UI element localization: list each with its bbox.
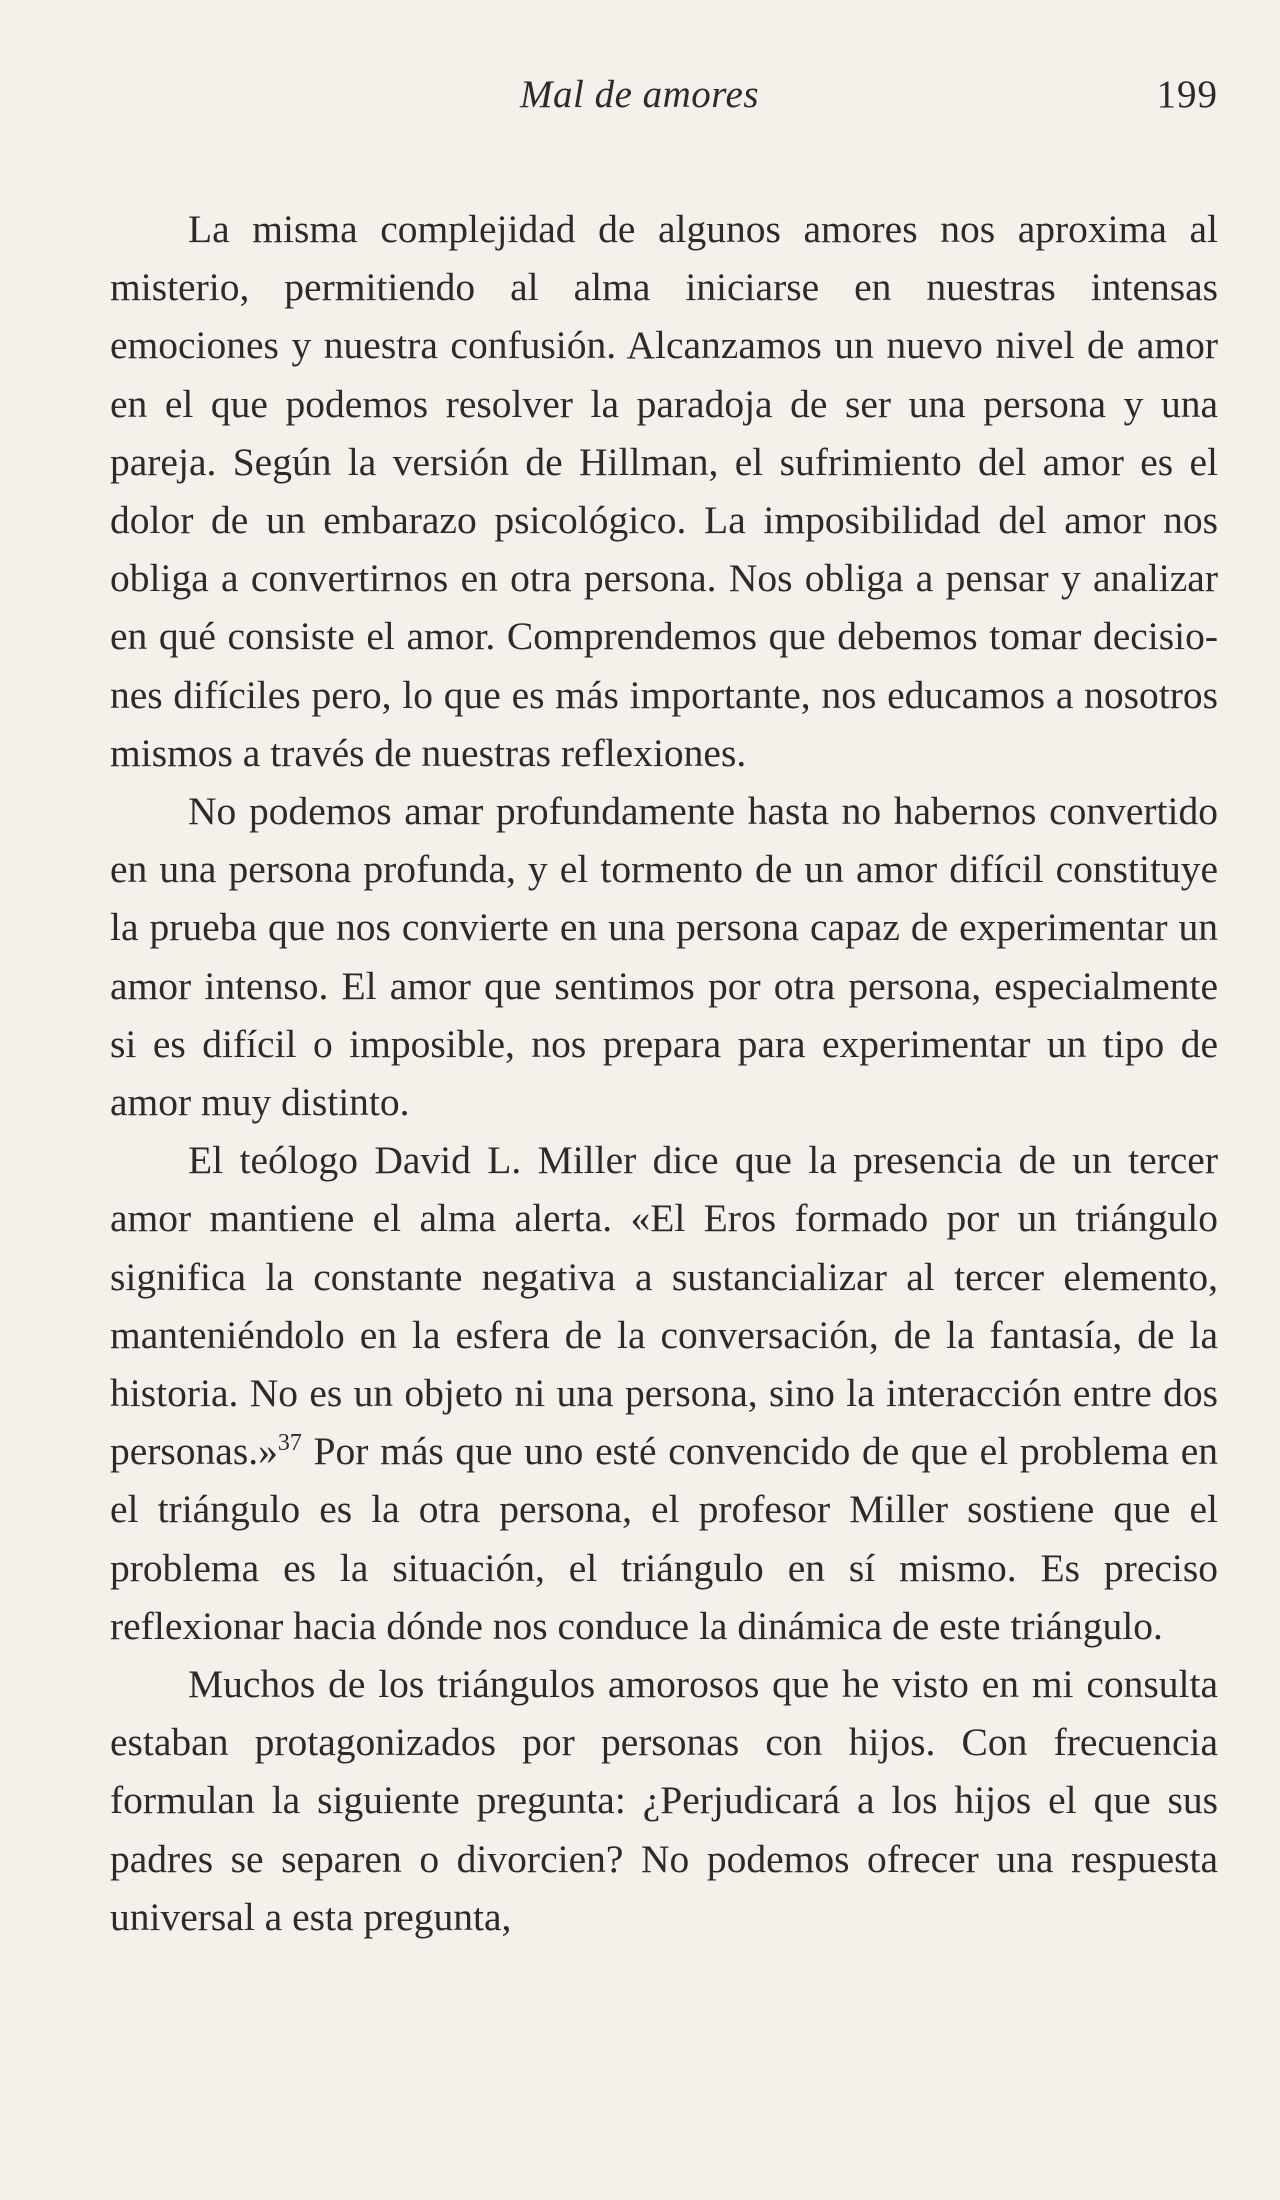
paragraph: No podemos amar profundamente hasta no habernos convertido en una persona profunda, y el tormento de un amor difícil constituye la prueba que nos convierte en una persona capaz de experimentar un amor intenso. El amor que sentimos por otra persona, especialmente si es difícil o imposible, nos prepara para experimentar un tipo de amor muy distinto. [110, 789, 1218, 1125]
page-number: 199 [1156, 73, 1218, 116]
paragraph-text: El teólogo David L. Miller dice que la presencia de un tercer amor mantiene el alma alerta. «El Eros formado por un triángulo significa la constante negativa a sustancializar al tercer elemento, manteniéndolo en la esfera de la conversación, de la fantasía, de la historia. No es un objeto ni una persona, sino la interacción entre dos personas.» [110, 1138, 1218, 1474]
paragraph: La misma complejidad de algunos amores nos aproxima al misterio, permitiendo al alma iniciarse en nuestras intensas emociones y nuestra confusión. Alcanzamos un nuevo nivel de amor en el que podemos resolver la paradoja de ser una persona y una pareja. Según la versión de Hillman, el sufrimiento del amor es el dolor de un embarazo psicológico. La imposibilidad del amor nos obliga a convertirnos en otra persona. Nos obliga a pensar y analizar en qué consiste el amor. Comprendemos que debemos tomar decisiones difíciles pero, lo que es más importante, nos educamos a nosotros mismos a través de nuestras reflexiones. [110, 207, 1218, 775]
body-text [110, 200, 1218, 1946]
paragraph-text: Por más que uno esté convencido de que el problema en el triángulo es la otra persona, el profesor Miller sostiene que el problema es la situación, el triángulo en sí mismo. Es preciso reflexionar hacia dónde nos conduce la dinámica de este triángulo. [110, 1429, 1218, 1648]
paragraph: Muchos de los triángulos amorosos que he visto en mi consulta estaban protagonizados por personas con hijos. Con frecuencia formulan la siguiente pregunta: ¿Perjudicará a los hijos el que sus padres se separen o divorcien? No podemos ofrecer una respuesta universal a esta pregunta, [110, 1662, 1218, 1939]
paragraph [110, 1131, 1218, 1655]
footnote-reference: 37 [277, 1430, 302, 1457]
running-header [110, 72, 1218, 132]
running-title: Mal de amores [520, 73, 760, 116]
